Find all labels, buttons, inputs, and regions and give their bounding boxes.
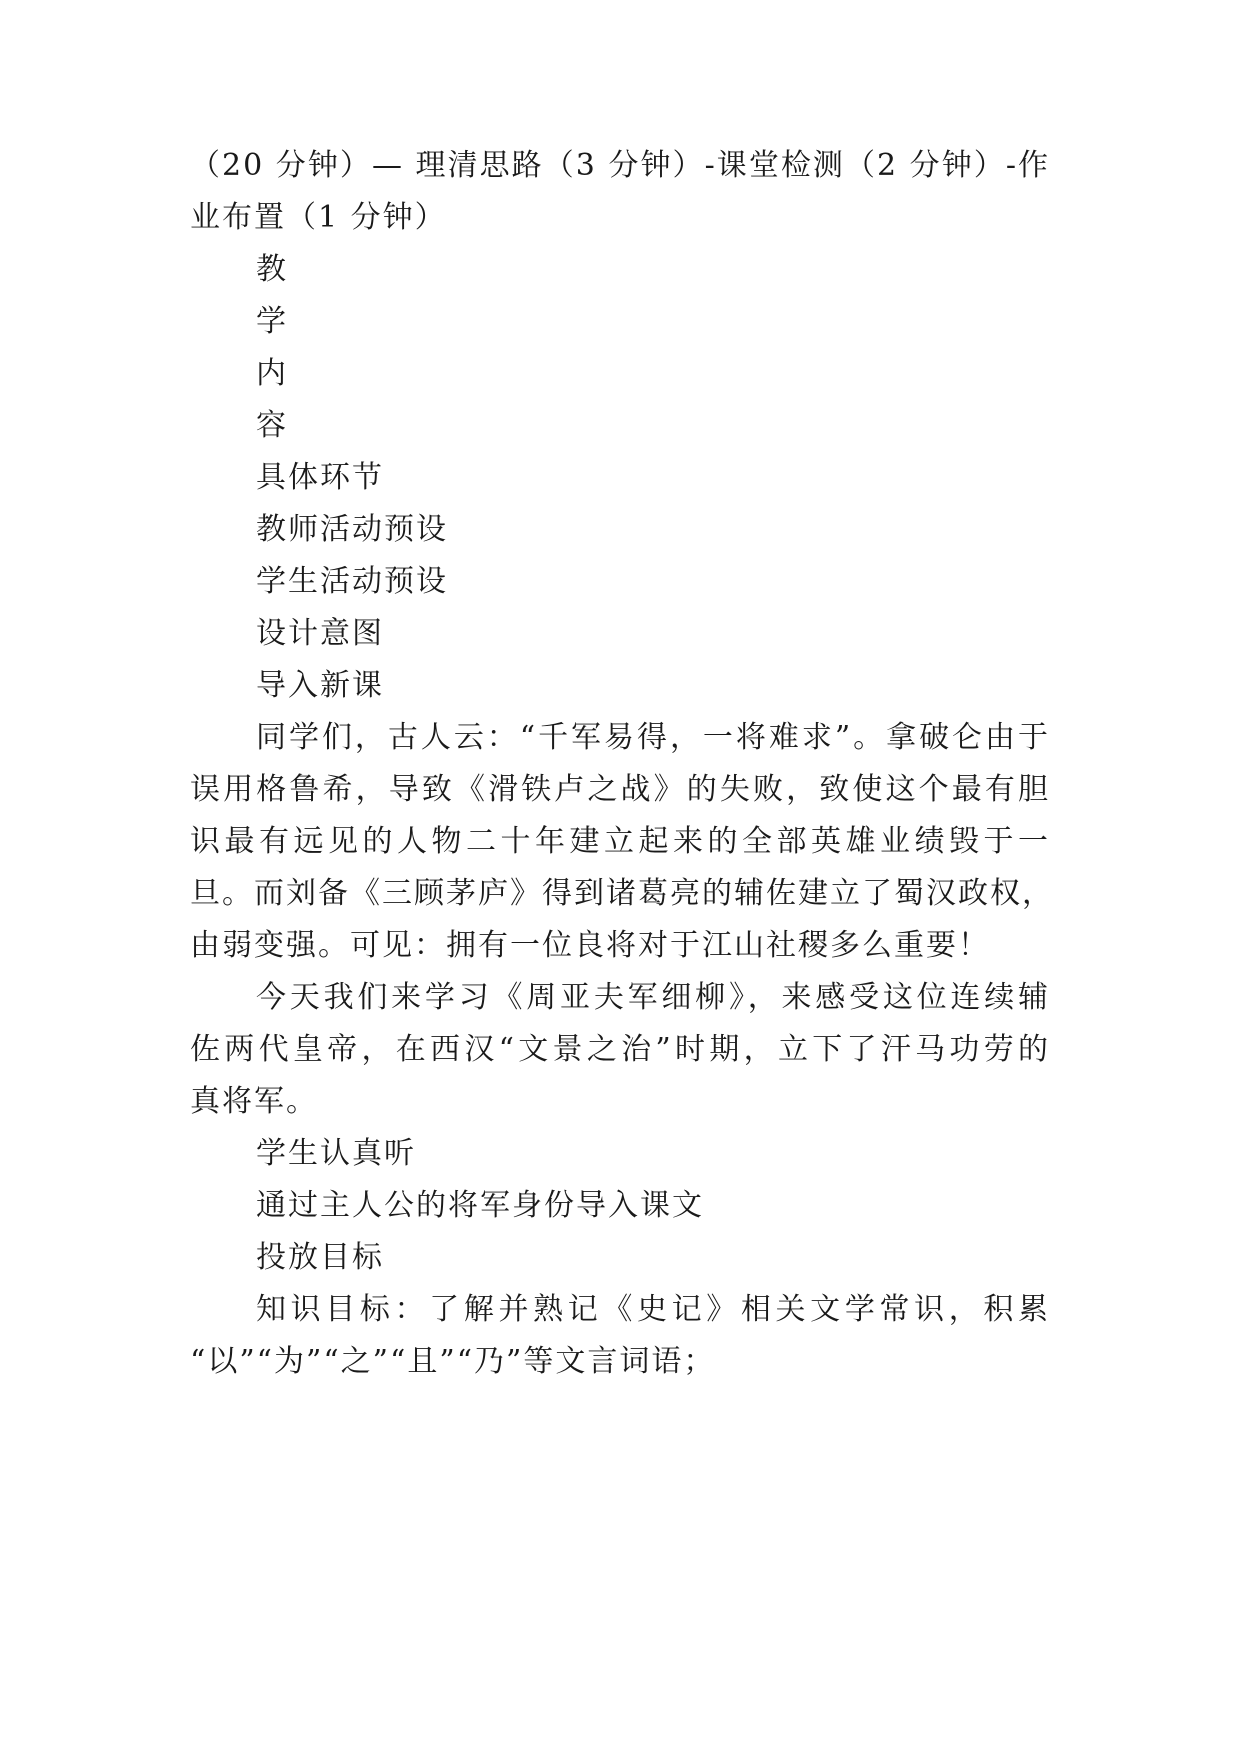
column-header-teacher: 教师活动预设 [256, 512, 448, 547]
intro-paragraph-line-4: 旦。而刘备《三顾茅庐》得到诸葛亮的辅佐建立了蜀汉政权， [190, 876, 1054, 911]
intro-paragraph-line-5: 由弱变强。可见：拥有一位良将对于江山社稷多么重要！ [190, 928, 990, 963]
schedule-line-1: （20 分钟）— 理清思路（3 分钟）-课堂检测（2 分钟）-作 [190, 148, 1050, 183]
schedule-line-2: 业布置（1 分钟） [190, 200, 447, 235]
vertical-heading-char-4: 容 [256, 408, 288, 443]
vertical-heading-char-2: 学 [256, 304, 288, 339]
vertical-heading-char-3: 内 [256, 356, 288, 391]
lesson-paragraph-line-1: 今天我们来学习《周亚夫军细柳》，来感受这位连续辅 [256, 980, 1050, 1015]
knowledge-objective-line-2: “以”“为”“之”“且”“乃”等文言词语； [190, 1344, 716, 1379]
design-intent-text: 通过主人公的将军身份导入课文 [256, 1188, 704, 1223]
intro-paragraph-line-3: 识最有远见的人物二十年建立起来的全部英雄业绩毁于一 [190, 824, 1050, 859]
intro-paragraph-line-2: 误用格鲁希，导致《滑铁卢之战》的失败，致使这个最有胆 [190, 772, 1050, 807]
column-header-intent: 设计意图 [256, 616, 384, 651]
student-activity-text: 学生认真听 [256, 1136, 416, 1171]
section-heading-objectives: 投放目标 [256, 1240, 384, 1275]
lesson-paragraph-line-2: 佐两代皇帝，在西汉“文景之治”时期，立下了汗马功劳的 [190, 1032, 1050, 1067]
column-header-student: 学生活动预设 [256, 564, 448, 599]
vertical-heading-char-1: 教 [256, 252, 288, 287]
column-header-steps: 具体环节 [256, 460, 384, 495]
intro-paragraph-line-1: 同学们，古人云：“千军易得，一将难求”。拿破仑由于 [256, 720, 1050, 755]
knowledge-objective-line-1: 知识目标：了解并熟记《史记》相关文学常识，积累 [256, 1292, 1050, 1327]
section-heading-intro: 导入新课 [256, 668, 384, 703]
lesson-paragraph-line-3: 真将军。 [190, 1084, 318, 1119]
